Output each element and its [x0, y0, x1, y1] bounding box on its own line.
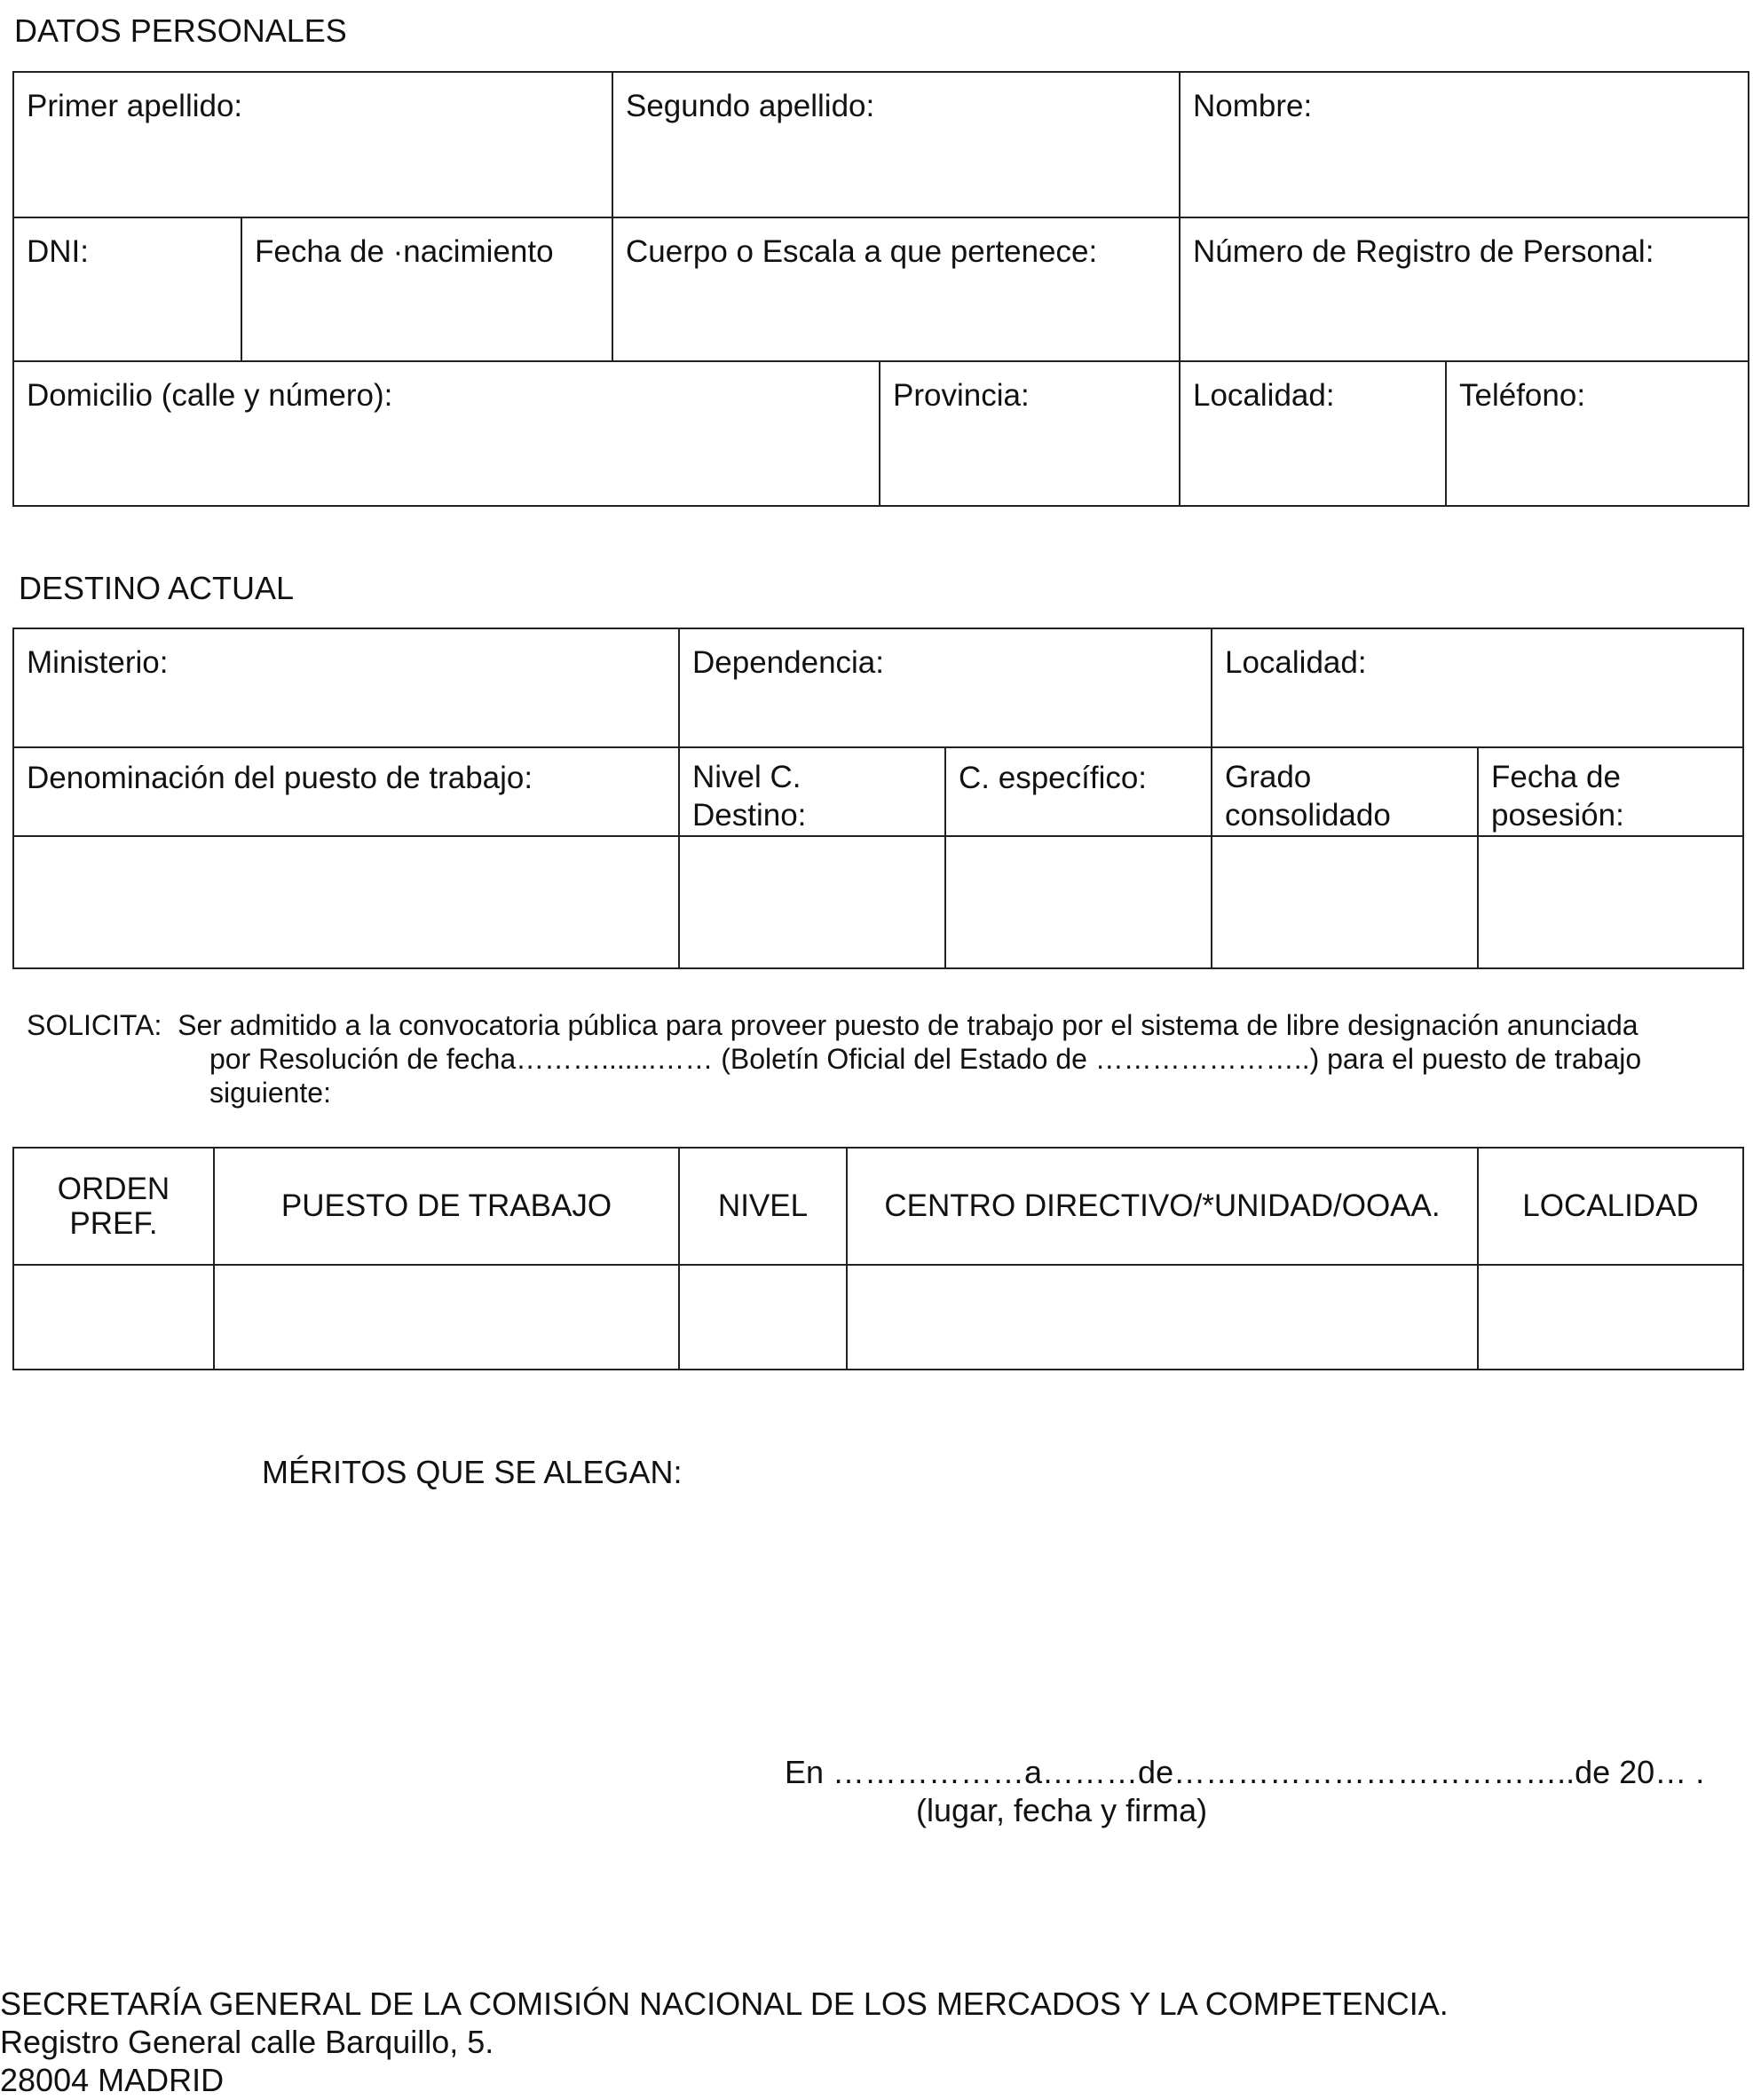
label-nivel-line2: Destino: [692, 797, 807, 833]
header-nivel [680, 1149, 848, 1266]
input-fecha-posesion[interactable] [1479, 837, 1742, 967]
solicita-line2: por Resolución de fecha……….......…… (Boletín Oficial del Estado de …………………..) para el puesto de trabajo [209, 1043, 1642, 1076]
cell-provincia[interactable] [880, 362, 1181, 505]
solicita-paragraph [27, 1008, 1641, 1109]
input-denominacion[interactable] [14, 837, 680, 967]
input-nivel-destino[interactable] [680, 837, 946, 967]
footer-line3: 28004 MADRID [0, 2062, 225, 2099]
header-centro-directivo [848, 1149, 1479, 1266]
cell-primer-apellido[interactable] [14, 73, 613, 218]
label-orden-line2: PREF. [69, 1206, 158, 1241]
meritos-area[interactable] [262, 1509, 1735, 1722]
input-localidad-puesto[interactable] [1479, 1266, 1742, 1369]
label-grado-line1: Grado [1225, 760, 1312, 794]
label-domicilio: Domicilio (calle y número): [27, 378, 393, 413]
firma-caption: (lugar, fecha y firma) [916, 1792, 1208, 1828]
cell-denominacion-header [14, 748, 680, 837]
label-telefono: Teléfono: [1459, 378, 1586, 413]
label-ministerio: Ministerio: [27, 645, 169, 680]
footer-address [0, 1985, 1449, 2100]
label-localidad-puesto: LOCALIDAD [1522, 1188, 1699, 1224]
label-segundo-apellido: Segundo apellido: [626, 89, 875, 123]
firma-line: En ………………a………de………………………………..de 20… . [785, 1754, 1705, 1790]
footer-line2: Registro General calle Barquillo, 5. [0, 2024, 494, 2061]
label-grado-line2: consolidado [1225, 797, 1391, 833]
label-orden-line1: ORDEN [57, 1171, 170, 1206]
cell-localidad-destino[interactable] [1212, 629, 1742, 748]
header-puesto-trabajo [215, 1149, 680, 1266]
cell-nivel-header [680, 748, 946, 837]
cell-dni[interactable] [14, 218, 242, 362]
input-puesto-trabajo[interactable] [215, 1266, 680, 1369]
cell-fecha-posesion-header [1479, 748, 1742, 837]
puesto-solicitado-table [12, 1147, 1744, 1370]
cell-localidad-personal[interactable] [1181, 362, 1447, 505]
cell-ministerio[interactable] [14, 629, 680, 748]
header-orden-pref [14, 1149, 215, 1266]
cell-numero-registro[interactable] [1181, 218, 1748, 362]
solicita-label: SOLICITA: [27, 1009, 162, 1041]
label-localidad-destino: Localidad: [1225, 645, 1367, 680]
label-fecha-nacimiento: Fecha de ·nacimiento [255, 234, 554, 269]
input-especifico[interactable] [946, 837, 1212, 967]
cell-dependencia[interactable] [680, 629, 1212, 748]
solicita-line3: siguiente: [209, 1077, 331, 1109]
datos-personales-table [12, 71, 1749, 507]
cell-cuerpo-escala[interactable] [613, 218, 1181, 362]
cell-fecha-nacimiento[interactable] [242, 218, 613, 362]
solicita-line1: Ser admitido a la convocatoria pública para proveer puesto de trabajo por el sistema de libre designación anunciada [178, 1009, 1639, 1041]
label-puesto-trabajo: PUESTO DE TRABAJO [280, 1188, 612, 1224]
label-fecha-line1: Fecha de [1491, 760, 1621, 794]
label-nombre: Nombre: [1193, 89, 1313, 123]
label-numero-registro: Número de Registro de Personal: [1193, 234, 1654, 269]
input-orden-pref[interactable] [14, 1266, 215, 1369]
header-localidad [1479, 1149, 1742, 1266]
input-nivel[interactable] [680, 1266, 848, 1369]
input-grado-consolidado[interactable] [1212, 837, 1479, 967]
label-centro-directivo: CENTRO DIRECTIVO/*UNIDAD/OOAA. [884, 1188, 1441, 1224]
destino-actual-table [12, 628, 1744, 969]
label-provincia: Provincia: [893, 378, 1030, 413]
label-especifico: C. específico: [959, 761, 1148, 795]
label-localidad-personal: Localidad: [1193, 378, 1335, 413]
footer-line1: SECRETARÍA GENERAL DE LA COMISIÓN NACIONAL DE LOS MERCADOS Y LA COMPETENCIA. [0, 1986, 1449, 2022]
label-nivel-line1: Nivel C. [692, 760, 801, 794]
cell-telefono[interactable] [1447, 362, 1748, 505]
cell-domicilio[interactable] [14, 362, 880, 505]
section-title-destino-actual: DESTINO ACTUAL [19, 570, 295, 606]
section-title-datos-personales: DATOS PERSONALES [14, 12, 347, 49]
meritos-label: MÉRITOS QUE SE ALEGAN: [262, 1454, 683, 1490]
label-dni: DNI: [27, 234, 89, 269]
cell-grado-header [1212, 748, 1479, 837]
cell-segundo-apellido[interactable] [613, 73, 1181, 218]
cell-especifico-header [946, 748, 1212, 837]
label-nivel: NIVEL [717, 1188, 809, 1224]
label-denominacion: Denominación del puesto de trabajo: [27, 761, 533, 795]
label-cuerpo-escala: Cuerpo o Escala a que pertenece: [626, 234, 1098, 269]
label-fecha-line2: posesión: [1491, 797, 1624, 833]
label-dependencia: Dependencia: [692, 645, 884, 680]
cell-nombre[interactable] [1181, 73, 1748, 218]
label-primer-apellido: Primer apellido: [27, 89, 243, 123]
input-centro-directivo[interactable] [848, 1266, 1479, 1369]
